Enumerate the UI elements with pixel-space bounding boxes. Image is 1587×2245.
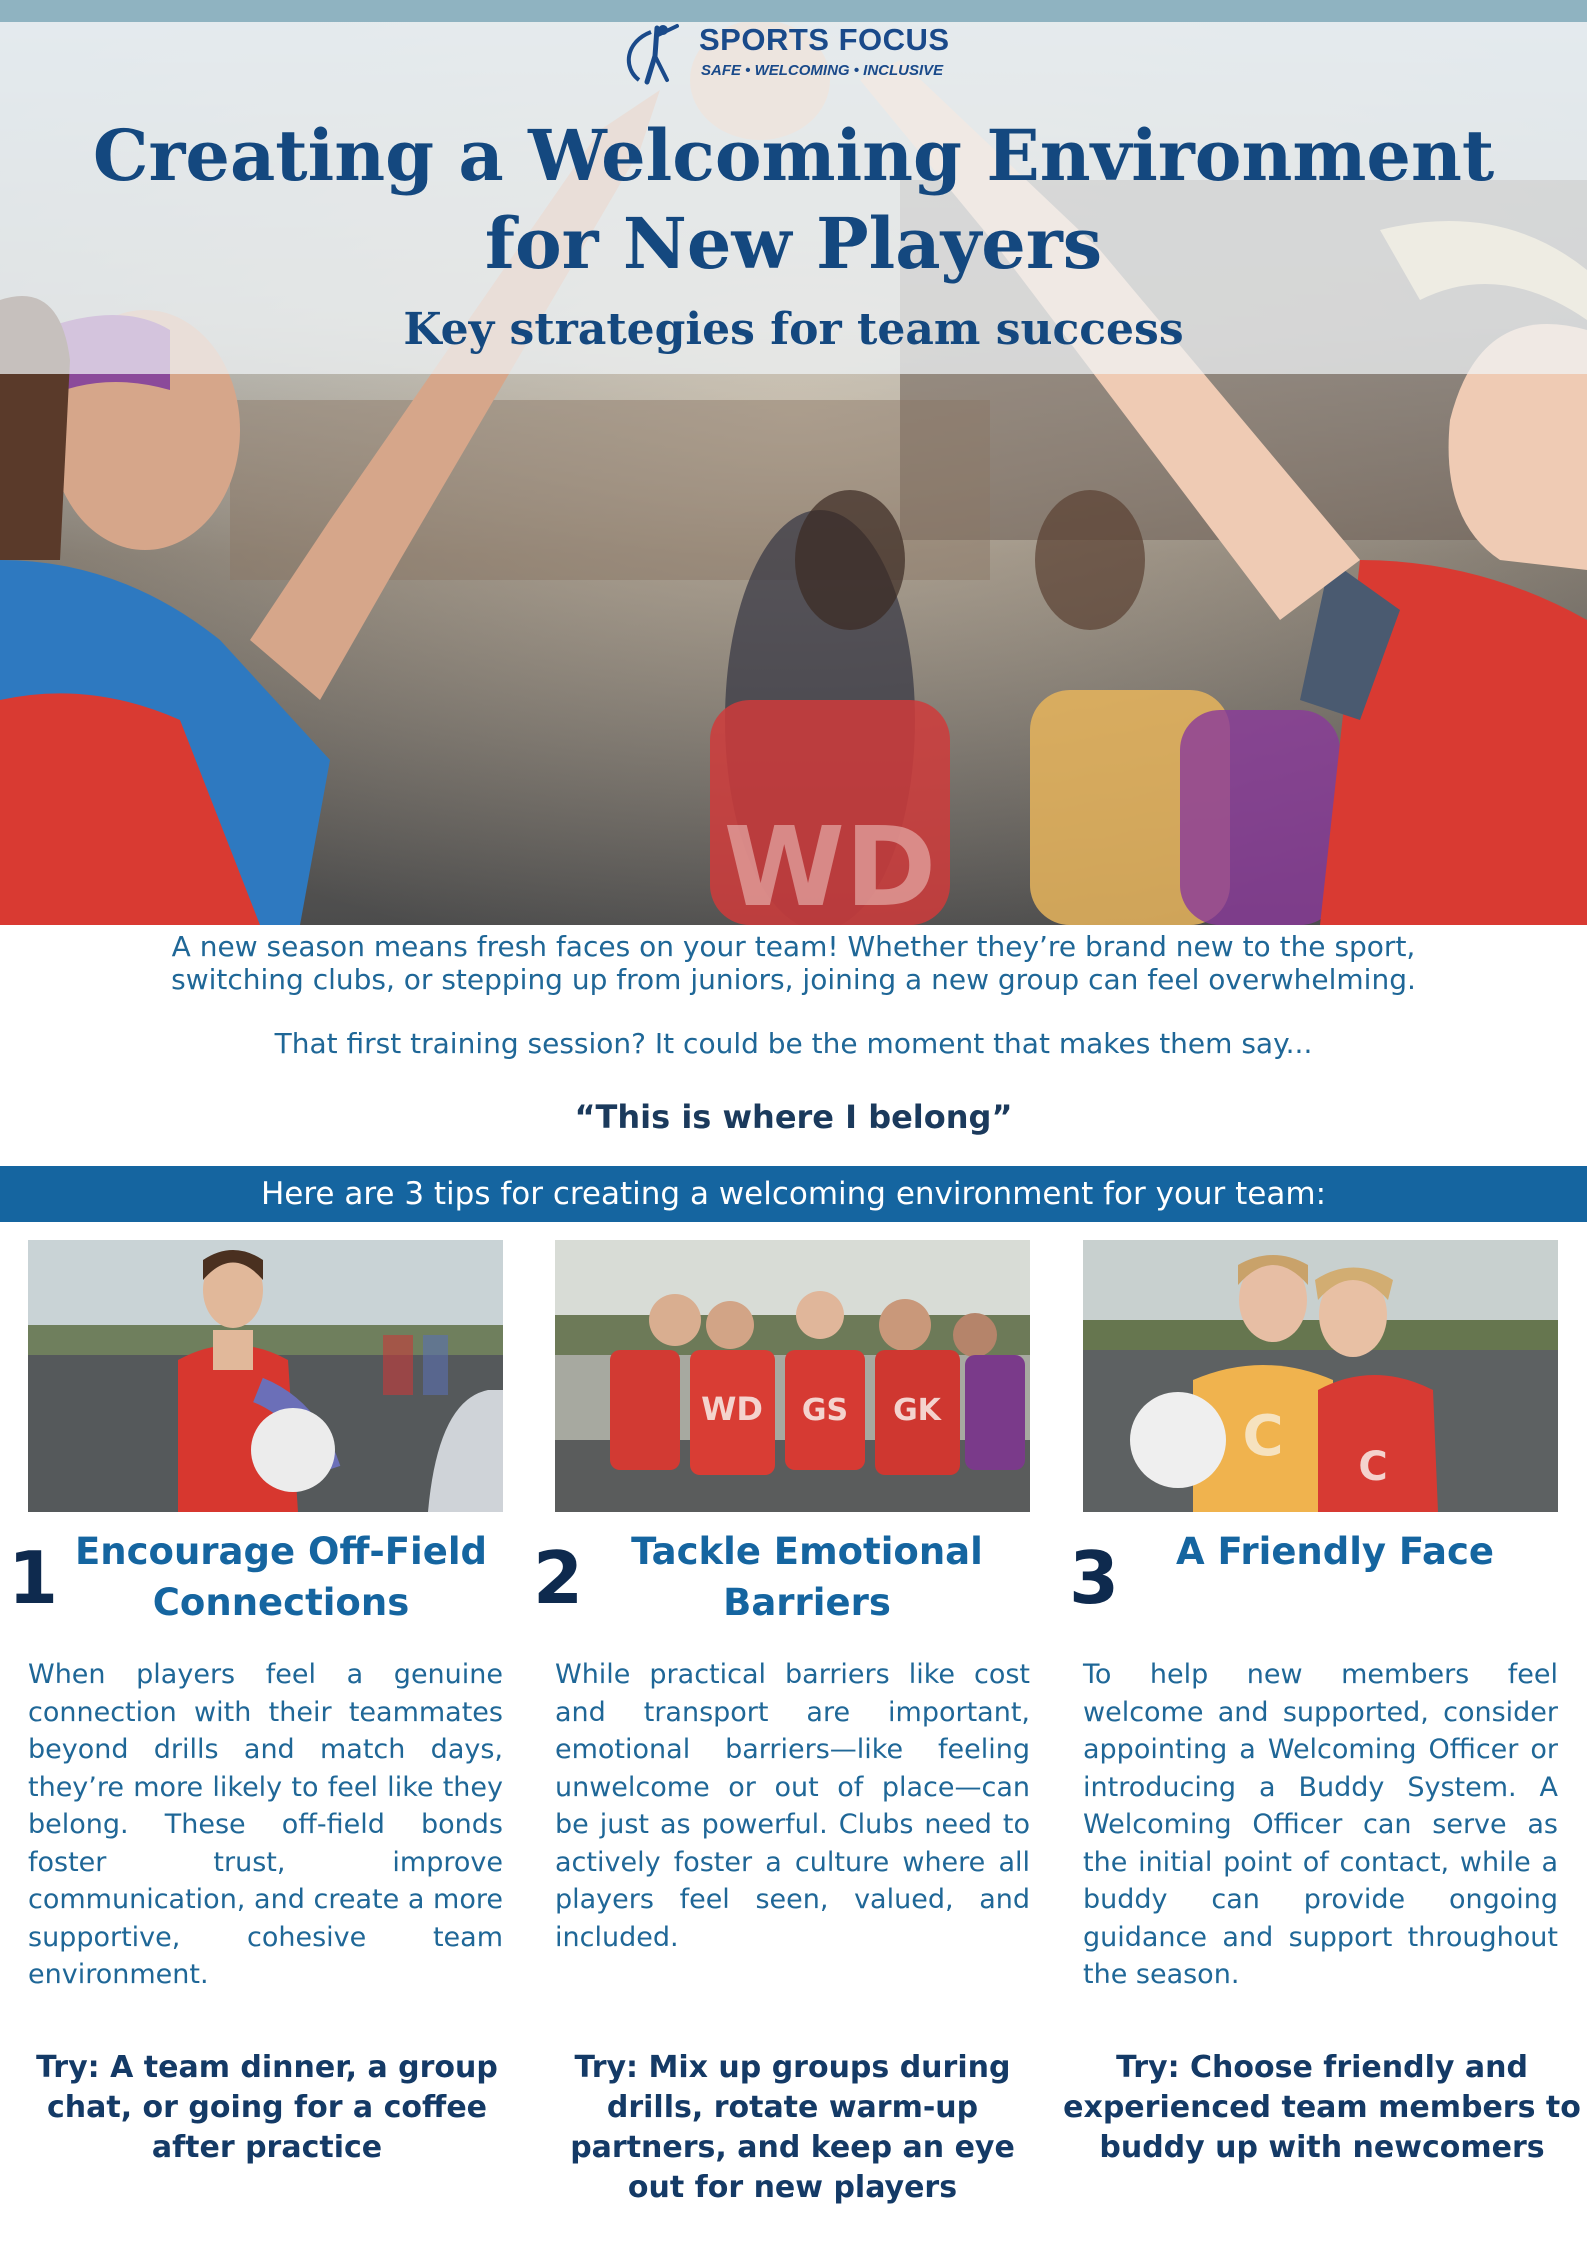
tip-2-photo [555,1240,1030,1512]
tip-column-1 [8,1240,503,2165]
bib-gs: GS [801,1393,849,1428]
title-line-2: for New Players [484,202,1103,285]
tip-column-3 [1063,1240,1581,2165]
brand-name: SPORTS FOCUS [699,22,950,57]
brand-logo[interactable] [617,22,977,88]
tip-3-photo [1083,1240,1558,1512]
bib-c-red: C [1358,1444,1388,1490]
tip-1-try: Try: A team dinner, a group chat, or going for a coffee after practice [36,2050,498,2165]
hero-bib-letters: WD [723,803,937,925]
tip-column-2 [533,1240,1030,2205]
athlete-logo-icon [617,22,697,88]
bib-wd: WD [701,1390,763,1428]
tip-3-title: A Friendly Face [1175,1530,1495,1573]
tip-2-title: Tackle Emotional Barriers [631,1530,983,1624]
tip-1-number: 1 [8,1536,59,1620]
tip-3-number: 3 [1069,1536,1120,1620]
tips-banner: Here are 3 tips for creating a welcoming environment for your team: [0,1166,1587,1222]
brand-tagline: SAFE • WELCOMING • INCLUSIVE [701,62,944,79]
intro-paragraph [30,930,1557,996]
tip-1-photo [28,1240,503,1512]
tip-1-header [8,1526,503,1636]
tip-1-body: When players feel a genuine connection with their teammates beyond drills and match days, they’re more likely to feel like they belong. These off-field bonds foster trust, improve communication, and create a more supportive, cohesive team environment. [28,1659,503,1990]
tip-3-body: To help new members feel welcome and supported, consider appointing a Welcoming Officer or introducing a Buddy System. A Welcoming Officer can serve as the initial point of contact, while a buddy can provide ongoing guidance and support throughout the season. [1083,1659,1558,1990]
intro-lead: That first training session? It could be the moment that makes them say... [274,1027,1313,1060]
page-title [0,112,1587,288]
intro-line-1: A new season means fresh faces on your team! Whether they’re brand new to the sport, [171,930,1416,963]
intro-line-2: switching clubs, or stepping up from juniors, joining a new group can feel overwhelming. [171,963,1416,996]
tip-2-body: While practical barriers like cost and transport are important, emotional barriers—like feeling unwelcome or out of place—can be just as powerful. Clubs need to actively foster a culture where all players feel seen, valued, and included. [555,1659,1030,1953]
title-line-1: Creating a Welcoming Environment [92,114,1495,197]
tip-3-try: Try: Choose friendly and experienced team members to buddy up with newcomers [1063,2050,1581,2165]
bib-c-yellow: C [1242,1404,1284,1469]
tip-1-title: Encourage Off-Field Connections [75,1530,487,1624]
tip-2-number: 2 [533,1536,584,1620]
tip-2-try: Try: Mix up groups during drills, rotate warm-up partners, and keep an eye out for new players [570,2050,1015,2205]
bib-gk: GK [893,1393,941,1428]
tip-3-header [1069,1526,1558,1636]
page-subtitle: Key strategies for team success [403,304,1184,355]
top-color-strip [0,0,1587,22]
belong-quote: “This is where I belong” [574,1098,1013,1136]
hero-banner [0,0,1587,925]
tip-2-header [533,1526,1030,1636]
